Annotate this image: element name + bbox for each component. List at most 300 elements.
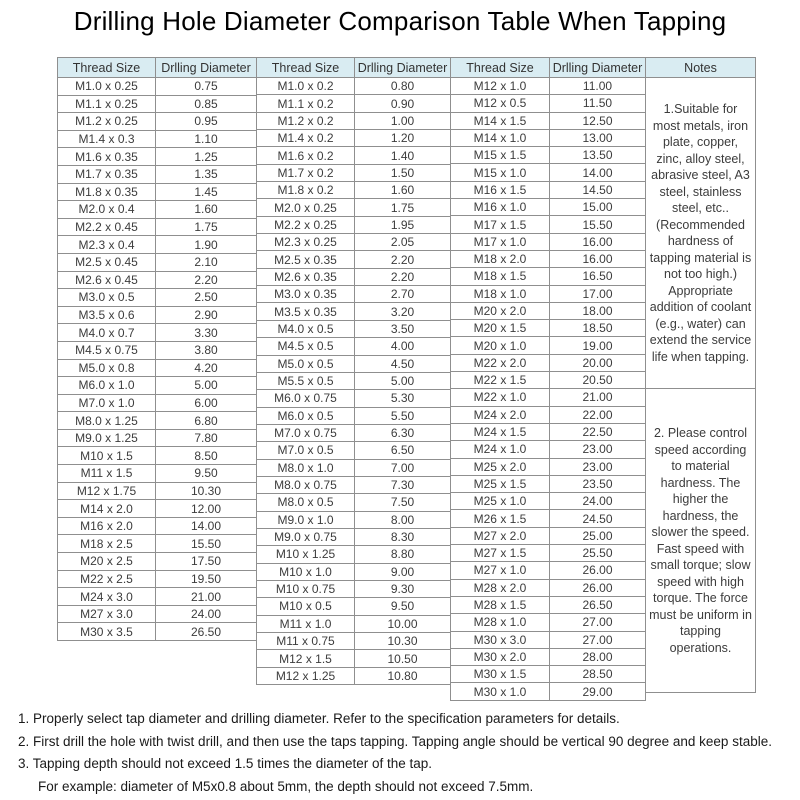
table-cell: 5.30 [355,390,451,407]
table-cell: 22.50 [550,423,646,440]
notes-cell-2: 2. Please control speed according to material hardness. The higher the hardness, the slower the speed. Fast speed with small torque; slow speed with high torque. The force must be uniform in tapping operations. [646,389,756,693]
table-cell: 10.30 [355,633,451,650]
table-cell: 8.50 [156,447,257,465]
table-cell: 26.50 [550,596,646,613]
table-row [451,579,646,596]
table-cell: M30 x 2.0 [451,648,550,665]
table-cell: 19.50 [156,570,257,588]
table-row [58,605,257,623]
table-cell: M5.0 x 0.5 [257,355,355,372]
table-row [257,320,451,337]
table-cell: M9.0 x 1.0 [257,511,355,528]
table-cell: 13.50 [550,147,646,164]
table-cell: 23.00 [550,458,646,475]
table-cell: M28 x 1.5 [451,596,550,613]
table-cell: 0.75 [156,78,257,96]
table-cell: 6.50 [355,442,451,459]
table-cell: M28 x 1.0 [451,614,550,631]
table-cell: M4.0 x 0.5 [257,320,355,337]
table-cell: M12 x 0.5 [451,95,550,112]
table-row [58,201,257,219]
table-row [257,546,451,563]
thread-table-2 [256,57,451,685]
table-cell: M27 x 2.0 [451,527,550,544]
table-cell: M1.1 x 0.2 [257,95,355,112]
column-header-thread-size: Thread Size [257,58,355,78]
table-row [257,580,451,597]
table-cell: 0.85 [156,95,257,113]
table-cell: M11 x 0.75 [257,633,355,650]
table-cell: M2.6 x 0.45 [58,271,156,289]
table-cell: 2.50 [156,289,257,307]
table-row [257,182,451,199]
table-cell: M20 x 2.0 [451,302,550,319]
table-cell: 28.00 [550,648,646,665]
table-cell: M22 x 2.0 [451,354,550,371]
table-row [451,285,646,302]
table-row [257,268,451,285]
table-cell: 15.50 [156,535,257,553]
table-cell: M2.0 x 0.25 [257,199,355,216]
page-title: Drilling Hole Diameter Comparison Table When Tapping [73,6,727,36]
table-row [257,95,451,112]
table-cell: 1.75 [355,199,451,216]
table-cell: M18 x 1.5 [451,268,550,285]
table-cell: M25 x 2.0 [451,458,550,475]
table-cell: 4.00 [355,338,451,355]
table-row [257,372,451,389]
table-cell: M1.7 x 0.2 [257,164,355,181]
table-cell: M24 x 2.0 [451,406,550,423]
table-row [58,447,257,465]
table-cell: M25 x 1.0 [451,493,550,510]
table-cell: M2.3 x 0.25 [257,234,355,251]
table-cell: M5.5 x 0.5 [257,372,355,389]
table-cell: M14 x 1.5 [451,112,550,129]
table-row [257,390,451,407]
table-row [58,218,257,236]
table-cell: 21.00 [156,588,257,606]
table-cell: M1.0 x 0.2 [257,78,355,95]
table-row [58,429,257,447]
table-cell: 25.00 [550,527,646,544]
table-row [451,562,646,579]
table-cell: 1.25 [156,148,257,166]
table-row [451,527,646,544]
table-row [257,407,451,424]
table-row [58,271,257,289]
table-cell: 11.50 [550,95,646,112]
footer-note-1: 1. Properly select tap diameter and drilling diameter. Refer to the specification parameters for details. [18,711,620,726]
table-cell: 23.50 [550,475,646,492]
table-cell: 1.95 [355,216,451,233]
table-row [451,458,646,475]
table-cell: 11.00 [550,78,646,95]
table-row [58,165,257,183]
table-cell: 14.00 [156,517,257,535]
table-row [451,354,646,371]
table-cell: M8.0 x 0.5 [257,494,355,511]
table-row [451,614,646,631]
table-cell: M3.0 x 0.5 [58,289,156,307]
table-cell: 5.00 [355,372,451,389]
column-header-notes: Notes [646,58,756,78]
table-cell: 25.50 [550,545,646,562]
table-cell: 16.50 [550,268,646,285]
table-cell: M27 x 3.0 [58,605,156,623]
table-row [451,510,646,527]
table-cell: 1.60 [355,182,451,199]
table-row [58,306,257,324]
table-cell: M10 x 1.0 [257,563,355,580]
table-cell: M26 x 1.5 [451,510,550,527]
table-cell: 17.50 [156,553,257,571]
table-row [257,303,451,320]
table-cell: M1.7 x 0.35 [58,165,156,183]
table-row [58,148,257,166]
table-row [58,78,257,96]
table-cell: 5.50 [355,407,451,424]
table-cell: 2.70 [355,286,451,303]
table-cell: M17 x 1.0 [451,233,550,250]
table-cell: 9.50 [355,598,451,615]
table-row [58,623,257,641]
table-cell: M24 x 3.0 [58,588,156,606]
table-row [257,633,451,650]
table-row [58,500,257,518]
table-cell: 0.80 [355,78,451,95]
table-cell: 0.95 [156,113,257,131]
column-header-drilling-diameter: Drlling Diameter [355,58,451,78]
table-cell: M20 x 1.5 [451,320,550,337]
table-row [257,112,451,129]
table-row [451,648,646,665]
table-cell: 3.80 [156,341,257,359]
table-row [257,511,451,528]
table-row [257,459,451,476]
table-cell: M18 x 2.0 [451,250,550,267]
table-cell: 1.35 [156,165,257,183]
table-cell: 10.50 [355,650,451,667]
table-cell: M20 x 1.0 [451,337,550,354]
table-cell: M27 x 1.5 [451,545,550,562]
table-cell: M12 x 1.25 [257,667,355,684]
table-row [257,199,451,216]
table-cell: 26.50 [156,623,257,641]
table-row [451,320,646,337]
table-cell: 1.50 [355,164,451,181]
table-cell: 3.50 [355,320,451,337]
table-cell: 10.30 [156,482,257,500]
table-row [451,545,646,562]
table-cell: M2.5 x 0.45 [58,253,156,271]
table-cell: M12 x 1.75 [58,482,156,500]
table-cell: 19.00 [550,337,646,354]
table-cell: M14 x 1.0 [451,129,550,146]
table-row [58,95,257,113]
table-row [257,424,451,441]
table-cell: M2.6 x 0.35 [257,268,355,285]
table-cell: M30 x 1.5 [451,666,550,683]
table-row [451,250,646,267]
table-row [451,493,646,510]
table-cell: M24 x 1.0 [451,441,550,458]
table-cell: 16.00 [550,250,646,267]
table-row [257,667,451,684]
table-cell: 28.50 [550,666,646,683]
table-row [257,130,451,147]
table-cell: M12 x 1.0 [451,78,550,95]
notes-cell-1: 1.Suitable for most metals, iron plate, copper, zinc, alloy steel, abrasive steel, A3 steel, stainless steel, etc..(Recommended hardness of tapping material is not too high.) Appropriate addition of coolant (e.g., water) can extend the service life when tapping. [646,78,756,389]
table-cell: 6.30 [355,424,451,441]
table-row [451,129,646,146]
table-cell: M4.5 x 0.5 [257,338,355,355]
table-cell: M28 x 2.0 [451,579,550,596]
table-row [451,683,646,700]
thread-table-1 [57,57,257,641]
table-cell: 9.00 [355,563,451,580]
table-cell: M1.0 x 0.25 [58,78,156,96]
comparison-table [57,57,756,701]
table-cell: 1.90 [156,236,257,254]
table-cell: 21.00 [550,389,646,406]
table-cell: M16 x 1.5 [451,181,550,198]
table-cell: M22 x 1.0 [451,389,550,406]
table-cell: M1.1 x 0.25 [58,95,156,113]
table-cell: M8.0 x 0.75 [257,476,355,493]
table-cell: 2.20 [355,268,451,285]
table-cell: M24 x 1.5 [451,423,550,440]
column-header-thread-size: Thread Size [58,58,156,78]
table-cell: 24.50 [550,510,646,527]
table-cell: 6.80 [156,412,257,430]
table-cell: M1.6 x 0.2 [257,147,355,164]
table-cell: 1.60 [156,201,257,219]
table-cell: 22.00 [550,406,646,423]
table-row [58,482,257,500]
table-row [451,666,646,683]
table-cell: 3.20 [355,303,451,320]
table-cell: M2.2 x 0.45 [58,218,156,236]
table-row [451,596,646,613]
table-cell: 18.00 [550,302,646,319]
table-row [451,147,646,164]
table-cell: 17.00 [550,285,646,302]
table-cell: 0.90 [355,95,451,112]
table-cell: 1.40 [355,147,451,164]
footer-note-3: 3. Tapping depth should not exceed 1.5 times the diameter of the tap. [18,756,433,771]
table-cell: M1.2 x 0.25 [58,113,156,131]
table-cell: 27.00 [550,631,646,648]
table-row [451,78,646,95]
table-cell: M22 x 2.5 [58,570,156,588]
table-cell: M10 x 0.5 [257,598,355,615]
table-cell: M18 x 1.0 [451,285,550,302]
table-cell: M8.0 x 1.0 [257,459,355,476]
table-cell: 10.80 [355,667,451,684]
table-cell: M15 x 1.5 [451,147,550,164]
table-cell: 29.00 [550,683,646,700]
table-row [257,251,451,268]
table-cell: 26.00 [550,579,646,596]
column-header-thread-size: Thread Size [451,58,550,78]
column-header-drilling-diameter: Drlling Diameter [550,58,646,78]
table-cell: 2.20 [156,271,257,289]
table-cell: 2.20 [355,251,451,268]
table-cell: 1.45 [156,183,257,201]
table-row [257,338,451,355]
table-row [257,78,451,95]
table-cell: 3.30 [156,324,257,342]
table-row [451,372,646,389]
table-cell: M11 x 1.0 [257,615,355,632]
table-cell: M22 x 1.5 [451,372,550,389]
table-row [58,359,257,377]
table-cell: 18.50 [550,320,646,337]
table-cell: M1.8 x 0.2 [257,182,355,199]
table-cell: M10 x 1.5 [58,447,156,465]
table-cell: M2.3 x 0.4 [58,236,156,254]
table-row [257,615,451,632]
table-row [58,236,257,254]
table-cell: 12.50 [550,112,646,129]
table-cell: 1.10 [156,130,257,148]
table-cell: M10 x 0.75 [257,580,355,597]
table-cell: 5.00 [156,377,257,395]
table-cell: M6.0 x 0.75 [257,390,355,407]
table-cell: 1.20 [355,130,451,147]
table-cell: M27 x 1.0 [451,562,550,579]
table-cell: 1.75 [156,218,257,236]
table-cell: M16 x 1.0 [451,199,550,216]
table-cell: M16 x 2.0 [58,517,156,535]
table-cell: M14 x 2.0 [58,500,156,518]
table-cell: 14.50 [550,181,646,198]
table-cell: M20 x 2.5 [58,553,156,571]
table-cell: M30 x 3.5 [58,623,156,641]
table-cell: M7.0 x 1.0 [58,394,156,412]
table-row [451,112,646,129]
table-cell: M11 x 1.5 [58,465,156,483]
table-row [58,324,257,342]
table-row [451,233,646,250]
table-cell: M9.0 x 1.25 [58,429,156,447]
table-row [257,234,451,251]
table-row [451,337,646,354]
footer-note-example: For example: diameter of M5x0.8 about 5mm, the depth should not exceed 7.5mm. [38,778,534,794]
table-cell: 13.00 [550,129,646,146]
table-cell: 9.50 [156,465,257,483]
table-row [58,377,257,395]
table-cell: M6.0 x 1.0 [58,377,156,395]
table-row [257,216,451,233]
table-row [257,147,451,164]
table-row [58,412,257,430]
table-row [58,253,257,271]
table-row [451,423,646,440]
table-row [58,183,257,201]
table-cell: 12.00 [156,500,257,518]
footer-note-2: 2. First drill the hole with twist drill, and then use the taps tapping. Tapping angle should be vertical 90 degree and keep stable. [18,733,772,749]
table-cell: M5.0 x 0.8 [58,359,156,377]
table-row [451,475,646,492]
table-cell: M1.4 x 0.3 [58,130,156,148]
table-row [451,302,646,319]
table-cell: 7.50 [355,494,451,511]
table-cell: 23.00 [550,441,646,458]
table-cell: 24.00 [156,605,257,623]
table-cell: M2.5 x 0.35 [257,251,355,268]
table-row [58,517,257,535]
table-row [451,164,646,181]
table-row [451,631,646,648]
table-cell: 27.00 [550,614,646,631]
table-cell: M1.6 x 0.35 [58,148,156,166]
table-row [257,528,451,545]
table-cell: M9.0 x 0.75 [257,528,355,545]
table-cell: 20.50 [550,372,646,389]
table-row [58,113,257,131]
table-cell: 20.00 [550,354,646,371]
table-row [257,598,451,615]
table-cell: 15.50 [550,216,646,233]
table-cell: 24.00 [550,493,646,510]
table-row [58,289,257,307]
table-cell: M8.0 x 1.25 [58,412,156,430]
table-cell: 15.00 [550,199,646,216]
table-cell: M30 x 1.0 [451,683,550,700]
table-cell: 4.20 [156,359,257,377]
table-row [257,286,451,303]
table-row [257,476,451,493]
table-row [257,442,451,459]
table-row [451,199,646,216]
table-row [58,570,257,588]
table-row [58,553,257,571]
table-row [58,588,257,606]
table-cell: 16.00 [550,233,646,250]
table-row [58,130,257,148]
table-cell: M3.0 x 0.35 [257,286,355,303]
table-row [451,181,646,198]
footer-notes [18,711,788,800]
table-row [58,341,257,359]
table-row [257,355,451,372]
table-cell: 7.30 [355,476,451,493]
table-row [58,465,257,483]
table-cell: M25 x 1.5 [451,475,550,492]
table-row [257,164,451,181]
table-cell: 2.10 [156,253,257,271]
table-cell: 7.00 [355,459,451,476]
table-cell: 26.00 [550,562,646,579]
table-cell: 8.80 [355,546,451,563]
table-cell: M17 x 1.5 [451,216,550,233]
table-cell: 9.30 [355,580,451,597]
table-row [451,95,646,112]
table-cell: M18 x 2.5 [58,535,156,553]
table-cell: M30 x 3.0 [451,631,550,648]
table-cell: M12 x 1.5 [257,650,355,667]
table-cell: M3.5 x 0.35 [257,303,355,320]
table-cell: M2.2 x 0.25 [257,216,355,233]
thread-table-3 [450,57,646,701]
table-cell: 7.80 [156,429,257,447]
table-cell: 1.00 [355,112,451,129]
table-cell: M10 x 1.25 [257,546,355,563]
table-cell: M6.0 x 0.5 [257,407,355,424]
table-cell: M7.0 x 0.5 [257,442,355,459]
